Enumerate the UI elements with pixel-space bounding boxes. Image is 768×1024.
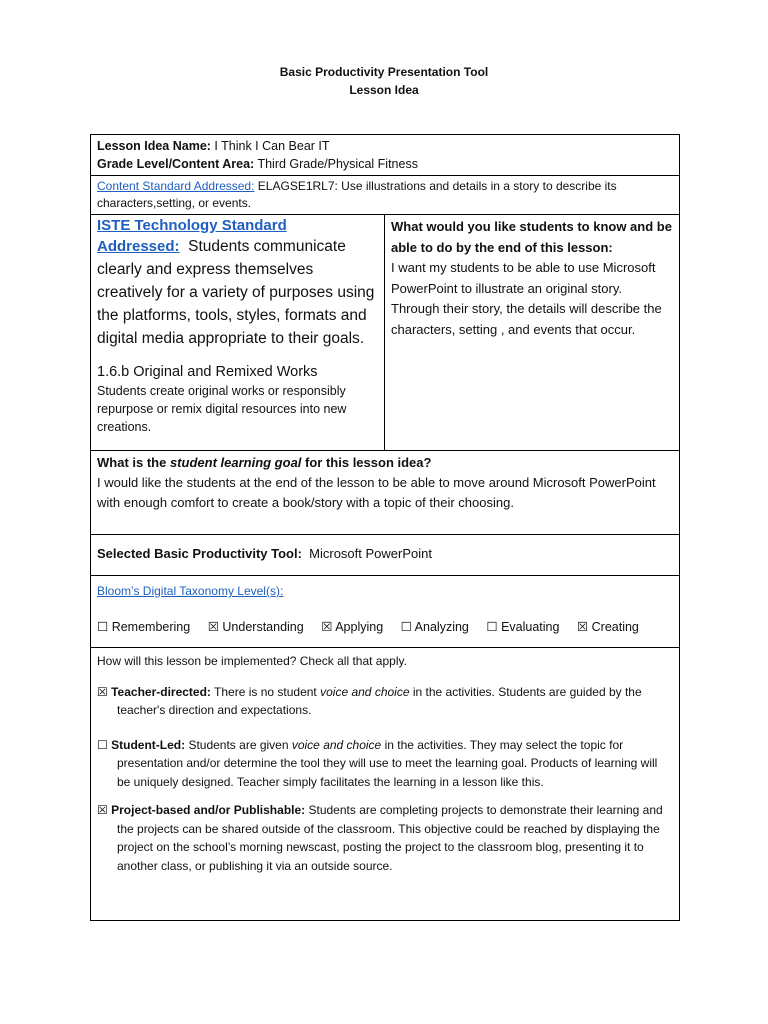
goal-answer: I would like the students at the end of the lesson to be able to move around Microsoft PowerPoint with enough comfort to create a book/story with a topic of their choosing. xyxy=(97,475,656,510)
bloom-remembering[interactable] xyxy=(97,618,190,636)
bloom-evaluating[interactable] xyxy=(486,618,559,636)
bloom-evaluating-checkbox: ☐ xyxy=(486,620,498,634)
teacher-directed-text-2: in the activities. Students are guided by the teacher's direction and expectations. xyxy=(117,684,642,717)
bloom-understanding-checkbox: ☒ xyxy=(207,620,219,634)
tool-label: Selected Basic Productivity Tool: xyxy=(97,546,302,561)
goal-question-emphasis: student learning goal xyxy=(169,455,302,470)
goal-row xyxy=(91,451,680,535)
grade-value: Third Grade/Physical Fitness xyxy=(257,157,418,171)
grade-label: Grade Level/Content Area: xyxy=(97,157,255,171)
iste-label-line1: ISTE Technology Standard xyxy=(97,217,287,234)
know-do-question: What would you like students to know and be able to do by the end of this lesson: xyxy=(391,219,672,255)
content-standard-label: Content Standard Addressed: xyxy=(97,179,255,193)
goal-question-suffix: for this lesson idea? xyxy=(301,455,432,470)
bloom-understanding[interactable] xyxy=(208,618,304,636)
bloom-analyzing-checkbox: ☐ xyxy=(400,620,412,634)
bloom-applying[interactable] xyxy=(321,618,383,636)
teacher-directed-text-1: There is no student xyxy=(210,684,321,699)
project-based-checkbox[interactable]: ☒ xyxy=(97,803,108,817)
content-standard-text: ELAGSE1RL7: Use illustrations and details in a story to describe its characters,setting, or events. xyxy=(97,179,617,210)
student-led-checkbox[interactable]: ☐ xyxy=(97,737,108,752)
lesson-name-label: Lesson Idea Name: xyxy=(97,139,211,153)
bloom-understanding-label: Understanding xyxy=(222,620,304,634)
lesson-table xyxy=(90,134,680,921)
iste-cell xyxy=(91,215,385,451)
teacher-directed-label: Teacher-directed: xyxy=(111,684,211,699)
bloom-applying-checkbox: ☒ xyxy=(321,620,333,634)
blooms-row xyxy=(91,576,680,648)
iste-text: Students communicate clearly and express themselves creatively for a variety of purposes using the platforms, tools, styles, formats and digital media appropriate to their goals. xyxy=(97,238,375,347)
tool-value: Microsoft PowerPoint xyxy=(309,546,432,561)
student-led-text-2: in the activities. They may select the topic for presentation and/or determine the tool they will use to meet the learning goal. Products of learning will be uniquely designed. Teacher simply facilitates the learning in a lesson like this. xyxy=(117,737,658,789)
bloom-remembering-checkbox: ☐ xyxy=(97,620,109,634)
lesson-name-row xyxy=(91,135,680,176)
teacher-directed-emphasis: voice and choice xyxy=(320,684,410,699)
student-led-label: Student-Led: xyxy=(111,737,186,752)
iste-sub-title: 1.6.b Original and Remixed Works xyxy=(97,364,318,380)
teacher-directed-checkbox[interactable]: ☒ xyxy=(97,684,108,699)
know-do-answer: I want my students to be able to use Microsoft PowerPoint to illustrate an original story. Through their story, the details will describe the characters, setting , and events that occur. xyxy=(391,260,662,337)
blooms-label: Bloom’s Digital Taxonomy Level(s): xyxy=(97,584,284,598)
bloom-creating-checkbox: ☒ xyxy=(576,620,589,634)
bloom-analyzing-label: Analyzing xyxy=(414,620,469,634)
bloom-remembering-label: Remembering xyxy=(111,620,191,634)
student-led-emphasis: voice and choice xyxy=(291,737,382,752)
student-led-option xyxy=(97,736,673,792)
blooms-levels xyxy=(97,618,673,636)
implementation-question: How will this lesson be implemented? Check all that apply. xyxy=(97,654,407,668)
bloom-evaluating-label: Evaluating xyxy=(501,620,560,634)
lesson-name-value: I Think I Can Bear IT xyxy=(214,139,330,153)
bloom-applying-label: Applying xyxy=(335,620,384,634)
student-led-text-1: Students are given xyxy=(185,737,292,752)
iste-label-line2: Addressed: xyxy=(97,238,180,255)
content-standard-row xyxy=(91,176,680,215)
project-based-text: Students are completing projects to demonstrate their learning and the projects can be shared outside of the classroom. This objective could be reached by displaying the project on the school’s morning newscast, posting the project to the classroom blog, presenting it to another class, or publishing it via an outside source. xyxy=(117,803,663,873)
document-subtitle: Lesson Idea xyxy=(349,83,419,97)
know-do-cell xyxy=(385,215,680,451)
bloom-creating-label: Creating xyxy=(591,620,639,634)
tool-row xyxy=(91,535,680,576)
bloom-creating[interactable] xyxy=(577,618,639,636)
project-based-option xyxy=(97,801,673,875)
goal-question-prefix: What is the xyxy=(97,455,170,470)
document-title: Basic Productivity Presentation Tool xyxy=(279,65,489,79)
bloom-analyzing[interactable] xyxy=(401,618,469,636)
iste-row xyxy=(91,215,680,451)
implementation-row xyxy=(91,648,680,921)
project-based-label: Project-based and/or Publishable: xyxy=(111,803,306,817)
teacher-directed-option xyxy=(97,683,673,720)
iste-sub-text: Students create original works or responsibly repurpose or remix digital resources into new creations. xyxy=(97,384,347,434)
